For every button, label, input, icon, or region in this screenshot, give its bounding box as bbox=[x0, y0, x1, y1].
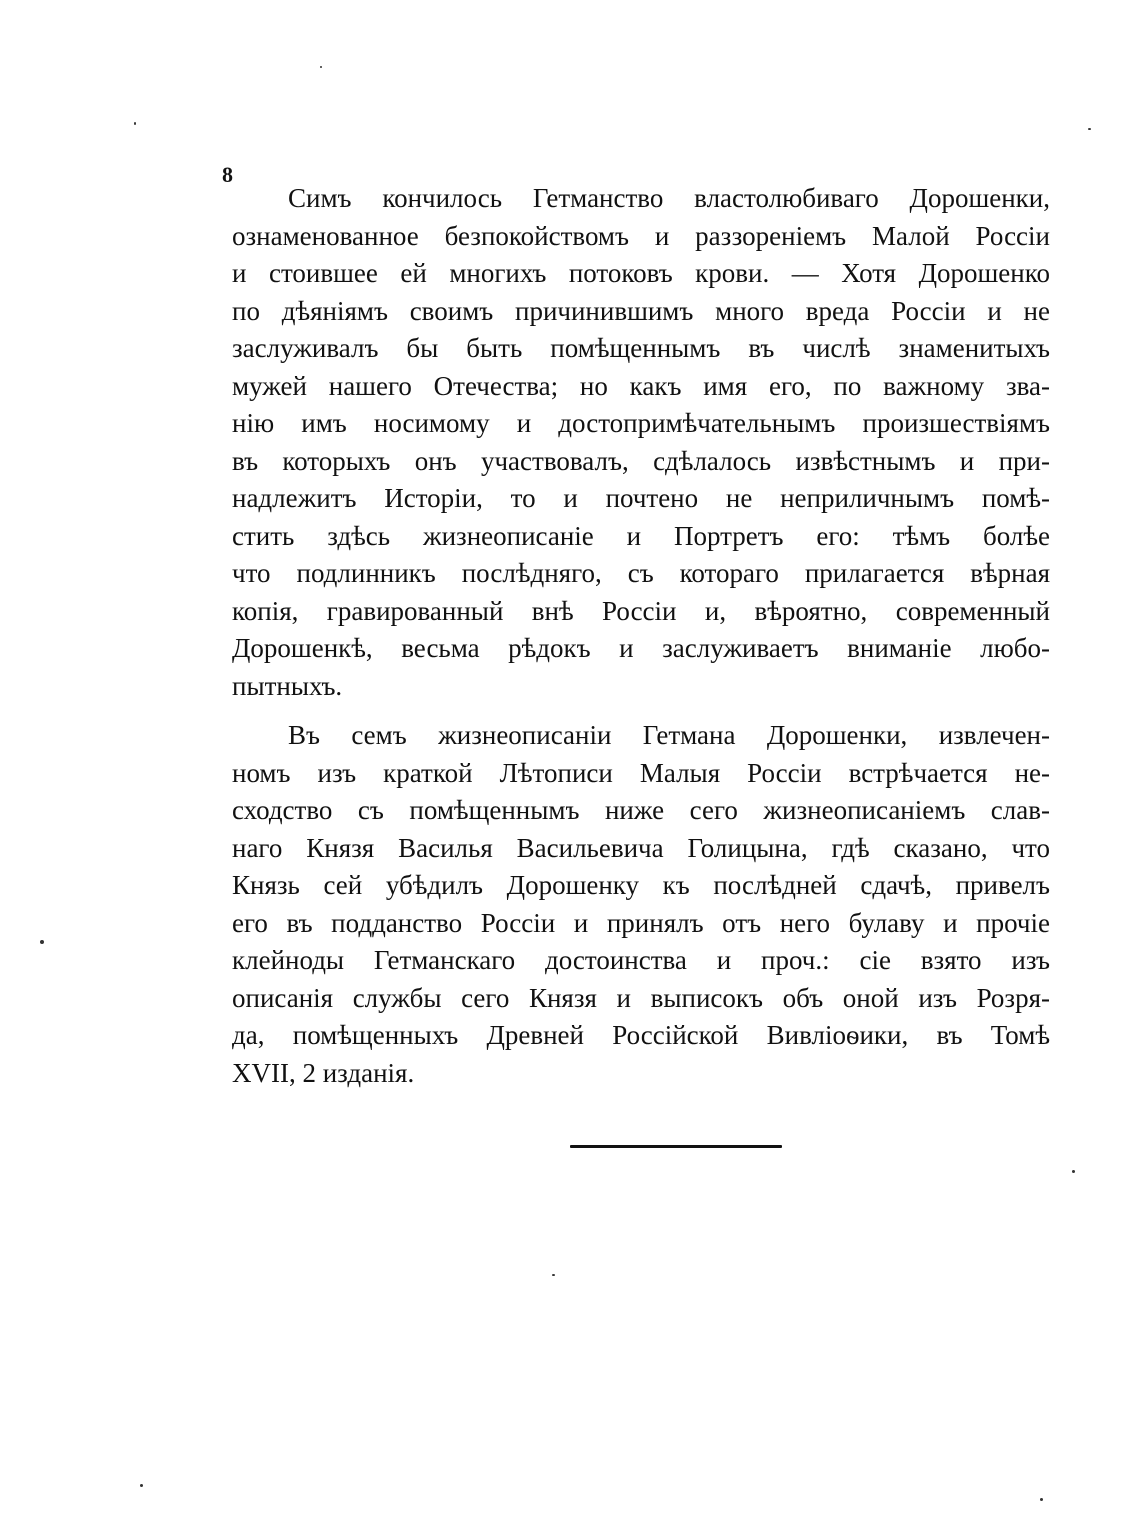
text-line: копія, гравированный внѣ Россіи и, вѣроятно, современный bbox=[232, 595, 1050, 626]
text-line: стить здѣсь жизнеописаніе и Портретъ его: тѣмъ болѣе bbox=[232, 520, 1050, 551]
text-line: Симъ кончилось Гетманство властолюбиваго Дорошенки, bbox=[288, 183, 1050, 213]
text-line: нію имъ носимому и достопримѣчательнымъ произшествіямъ bbox=[232, 408, 1050, 438]
scan-speck bbox=[134, 122, 136, 125]
text-line: XVII, 2 изданія. bbox=[232, 1057, 415, 1088]
scan-speck bbox=[140, 1484, 143, 1487]
scan-speck bbox=[552, 1274, 555, 1276]
section-divider bbox=[570, 1145, 782, 1148]
text-line: пытныхъ. bbox=[232, 670, 343, 701]
scan-speck bbox=[40, 940, 44, 944]
text-line: ознаменованное безпокойствомъ и раззореніемъ Малой Россіи bbox=[232, 220, 1050, 251]
text-line: его въ подданство Россіи и принялъ отъ него булаву и прочіе bbox=[232, 907, 1050, 938]
paragraph-1 bbox=[232, 180, 1050, 705]
text-line: сходство съ помѣщеннымъ ниже сего жизнеописаніемъ слав- bbox=[232, 795, 1050, 825]
text-line: да, помѣщенныхъ Древней Россійской Вивліоѳики, въ Томѣ bbox=[232, 1020, 1050, 1050]
text-line: мужей нашего Отечества; но какъ имя его, по важному зва- bbox=[232, 370, 1050, 401]
text-line: по дѣяніямъ своимъ причинившимъ много вреда Россіи и не bbox=[232, 295, 1050, 326]
paragraph-2 bbox=[232, 717, 1050, 1092]
scan-speck bbox=[1040, 1498, 1043, 1501]
text-line: Въ семъ жизнеописаніи Гетмана Дорошенки, извлечен- bbox=[288, 720, 1050, 750]
text-line: номъ изъ краткой Лѣтописи Малыя Россіи встрѣчается не- bbox=[232, 757, 1050, 788]
text-line: и стоившее ей многихъ потоковъ крови. — Хотя Дорошенко bbox=[232, 258, 1050, 288]
text-line: Князь сей убѣдилъ Дорошенку къ послѣдней сдачѣ, привелъ bbox=[232, 870, 1050, 900]
page-number: 8 bbox=[222, 162, 233, 187]
text-line: надлежитъ Исторіи, то и почтено не неприличнымъ помѣ- bbox=[232, 483, 1050, 513]
text-line: что подлинникъ послѣдняго, съ котораго прилагается вѣрная bbox=[232, 558, 1050, 588]
scan-speck bbox=[1088, 128, 1091, 130]
text-line: Дорошенкѣ, весьма рѣдокъ и заслуживаетъ вниманіе любо- bbox=[232, 633, 1050, 663]
paragraph-gap bbox=[232, 705, 1050, 717]
text-line: клейноды Гетманскаго достоинства и проч.: сіе взято изъ bbox=[232, 945, 1050, 975]
main-text bbox=[232, 180, 1050, 1092]
text-line: заслуживалъ бы быть помѣщеннымъ въ числѣ знаменитыхъ bbox=[232, 333, 1050, 363]
scan-speck bbox=[1072, 1170, 1075, 1173]
text-line: описанія службы сего Князя и выписокъ объ оной изъ Розря- bbox=[232, 982, 1050, 1013]
text-line: въ которыхъ онъ участвовалъ, сдѣлалось извѣстнымъ и при- bbox=[232, 445, 1050, 476]
text-line: наго Князя Василья Васильевича Голицына, гдѣ сказано, что bbox=[232, 832, 1050, 863]
scan-speck bbox=[320, 66, 322, 68]
